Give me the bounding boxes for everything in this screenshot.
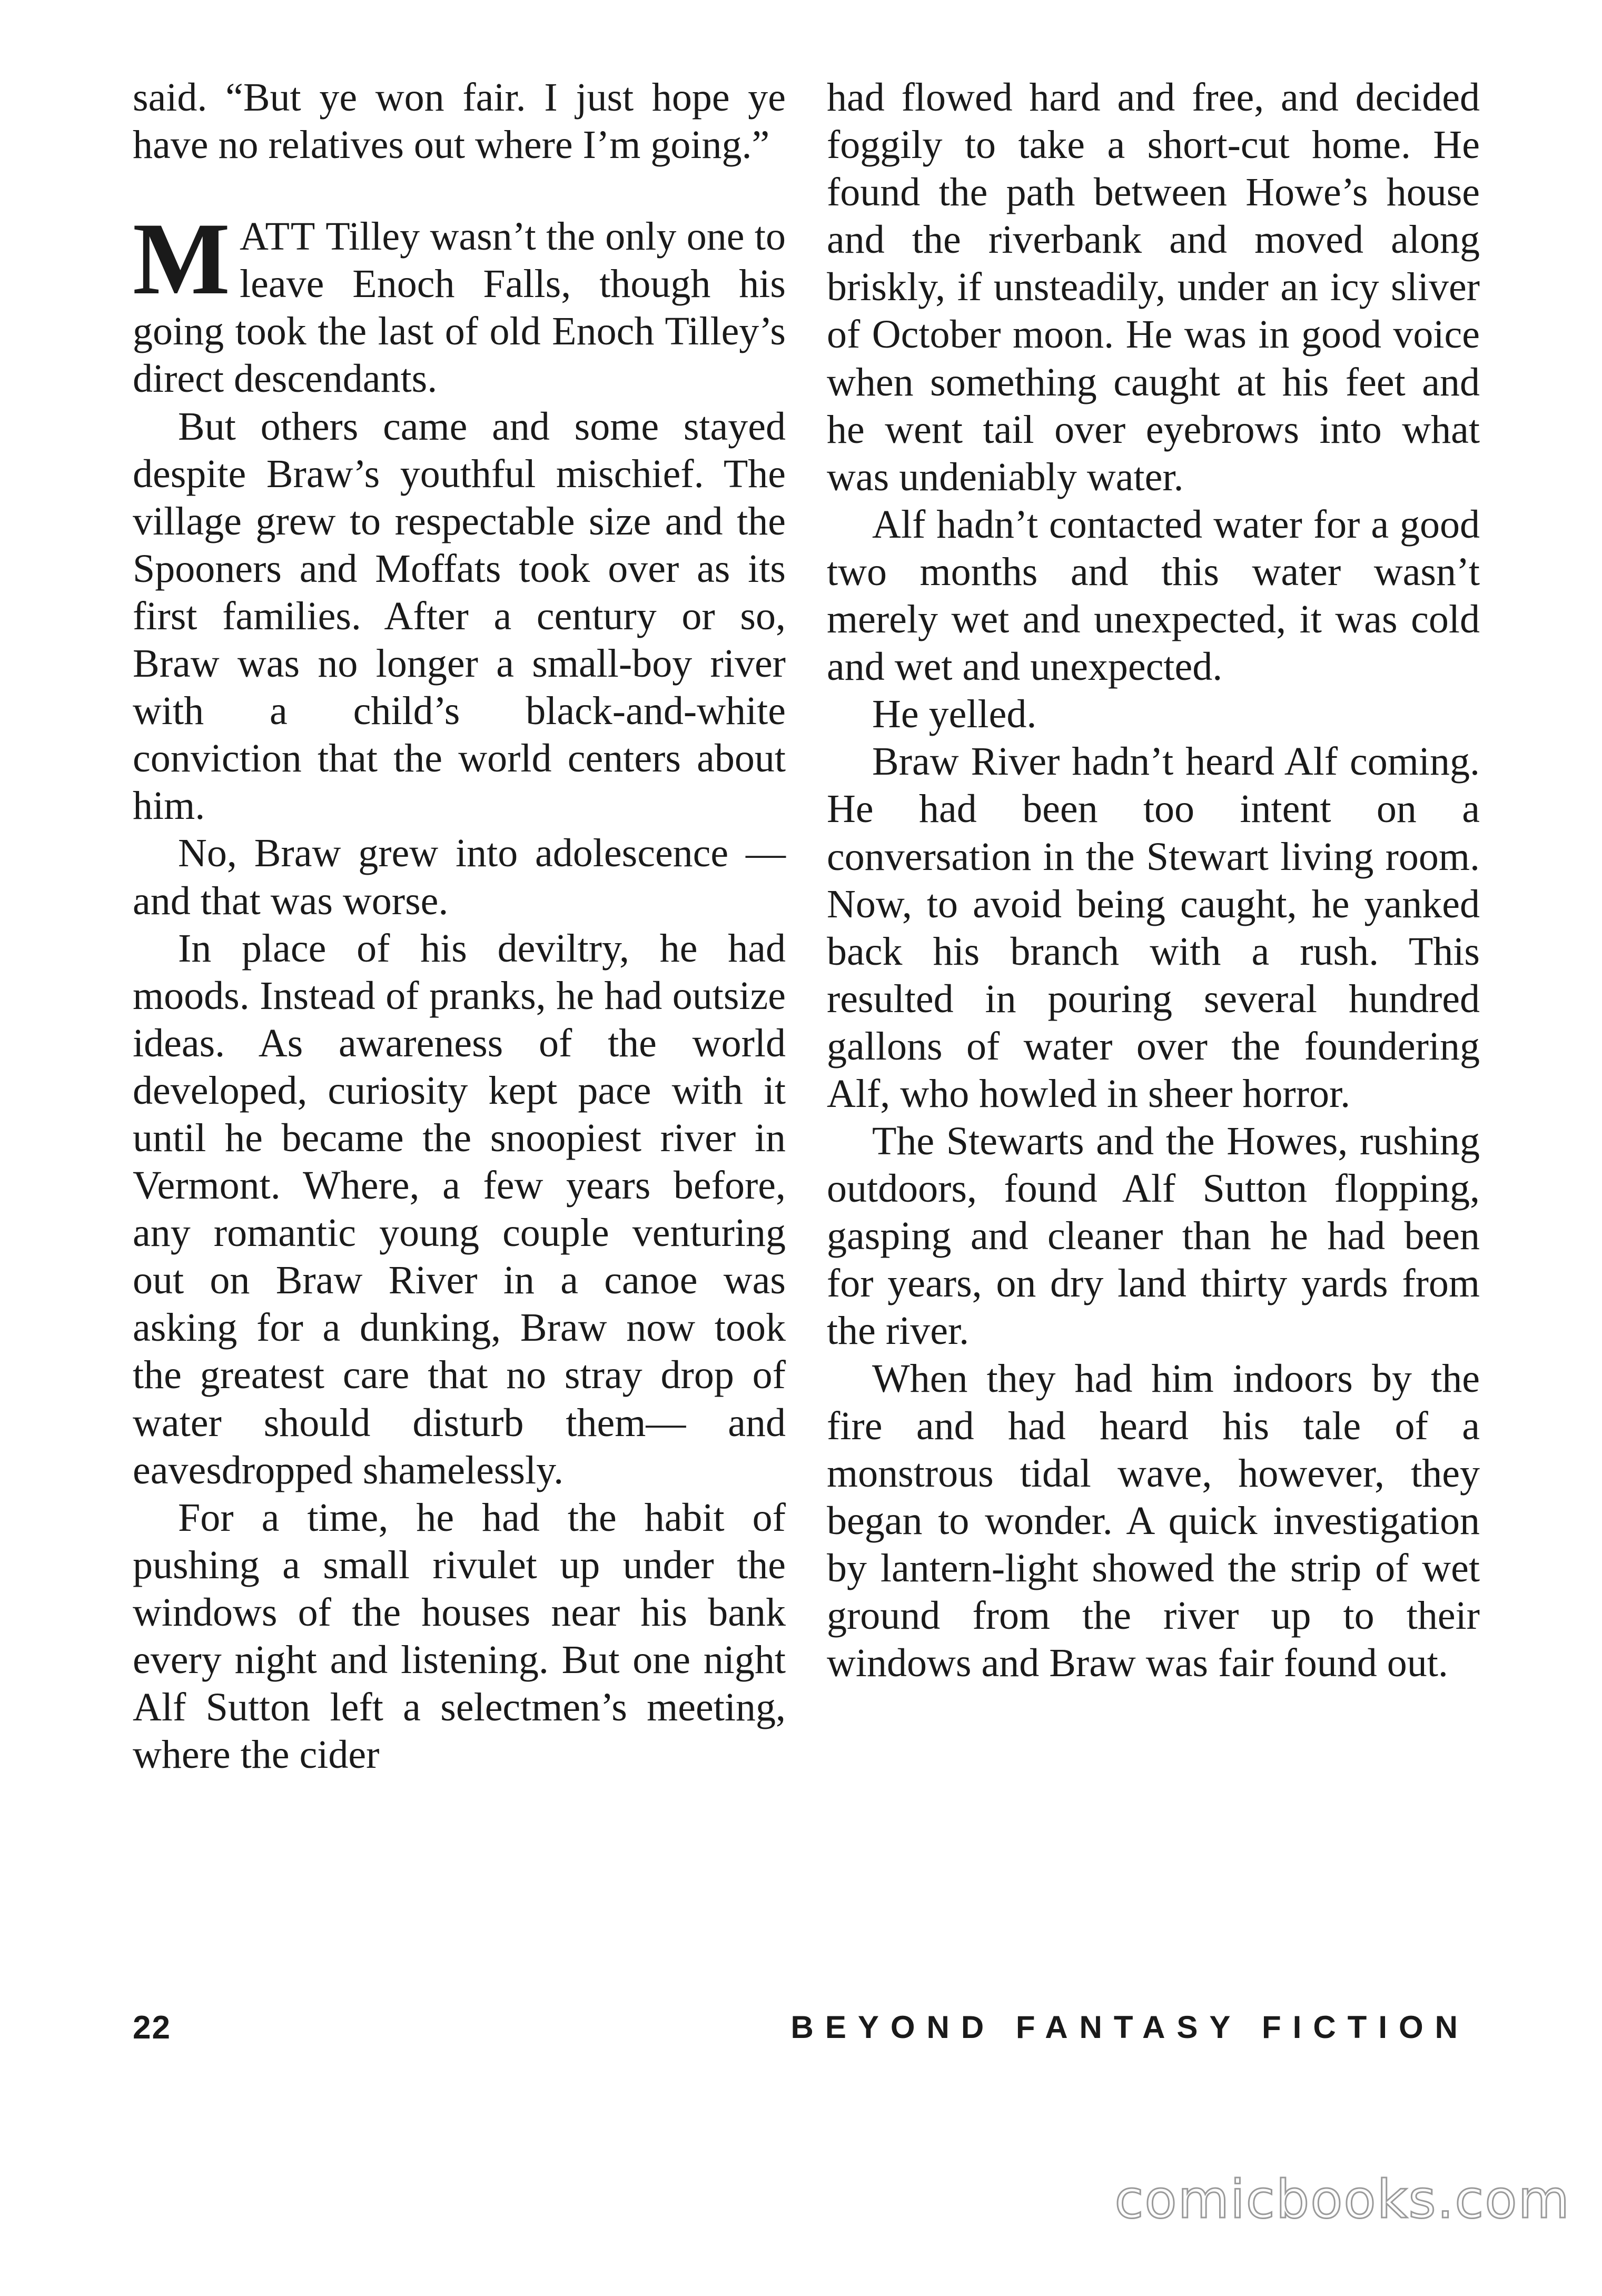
paragraph: For a time, he had the habit of pushing a small rivulet up under the windows of the houses near his bank every night and listening. But one night Alf Sutton left a selectmen’s meeting, where the cider [133,1495,786,1777]
paragraph: had flowed hard and free, and decided foggily to take a short-cut home. He found the path between Howe’s house and the riverbank and moved along briskly, if unsteadily, under an icy sliver of October moon. He was in good voice when something caught at his feet and he went tail over eyebrows into what was undeniably water. [827,75,1480,499]
drop-cap-continuation: ATT [240,214,317,259]
paragraph: In place of his deviltry, he had moods. Instead of pranks, he had outsize ideas. As awareness of the world developed, curiosity kept pace with it until he became the snoopiest river in Vermont. Where, a few years before, any romantic young couple venturing out on Braw River in a canoe was asking for a dunking, Braw now took the greatest care that no stray drop of water should disturb them— and eavesdropped shamelessly. [133,926,786,1492]
paragraph: said. “But ye won fair. I just hope ye have no relatives out where I’m going.” [133,75,786,167]
page-number: 22 [133,2010,171,2046]
paragraph: The Stewarts and the Howes, rushing outdoors, found Alf Sutton flopping, gasping and cleaner than he had been for years, on dry land thirty yards from the river. [827,1119,1480,1353]
paragraph: He yelled. [872,692,1037,737]
magazine-title: BEYOND FANTASY FICTION [790,2010,1469,2045]
left-column [133,74,786,1778]
right-column [827,74,1480,1687]
paragraph: Braw River hadn’t heard Alf coming. He had been too intent on a conversation in the Stewart living room. Now, to avoid being caught, he yanked back his branch with a rush. This resulted in pouring several hundred gallons of water over the foundering Alf, who howled in sheer horror. [827,739,1480,1116]
paragraph-text: Tilley wasn’t the only one to leave Enoch Falls, though his going took the last of old Enoch Tilley’s direct descendants. [133,214,786,401]
paragraph: No, Braw grew into adolescence —and that was worse. [133,831,786,923]
drop-cap: M [133,202,228,316]
paragraph: But others came and some stayed despite Braw’s youthful mischief. The village grew to respectable size and the Spooners and Moffats took over as its first families. After a century or so, Braw was no longer a small-boy river with a child’s black-and-white conviction that the world centers about him. [133,404,786,828]
paragraph-with-drop-cap [133,202,786,402]
paragraph: When they had him indoors by the fire and had heard his tale of a monstrous tidal wave, however, they began to wonder. A quick investigation by lantern-light showed the strip of wet ground from the river up to their windows and Braw was fair found out. [827,1356,1480,1686]
paragraph: Alf hadn’t contacted water for a good two months and this water wasn’t merely wet and unexpected, it was cold and wet and unexpected. [827,502,1480,689]
watermark: comicbooks.com [1114,2169,1570,2230]
